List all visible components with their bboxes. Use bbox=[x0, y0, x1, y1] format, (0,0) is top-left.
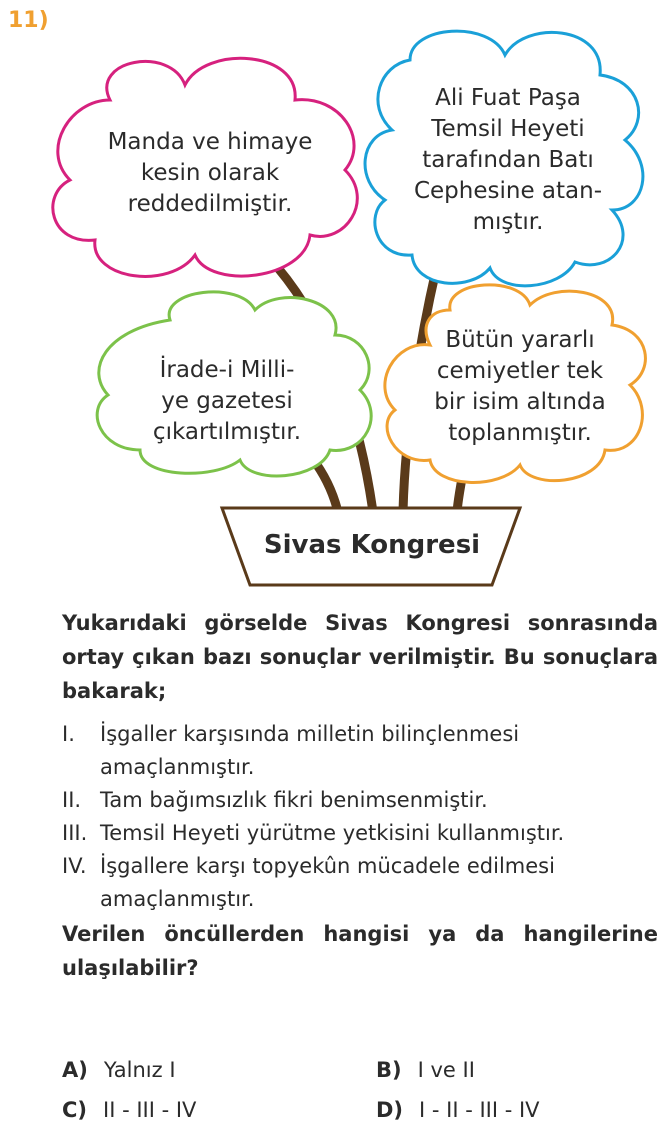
option-letter: B) bbox=[376, 1058, 402, 1082]
option-b[interactable] bbox=[376, 1058, 475, 1082]
premise-text: Tam bağımsızlık fikri benimsenmiştir. bbox=[100, 788, 488, 812]
cloud-text-ali-fuat: Ali Fuat Paşa Temsil Heyeti tarafından Batı Cephesine atan- mıştır. bbox=[413, 85, 603, 235]
option-letter: A) bbox=[62, 1058, 88, 1082]
cloud-text-irade-i-milliye: İrade-i Milli- ye gazetesi çıkartılmıştır. bbox=[152, 357, 302, 445]
premise-text: Temsil Heyeti yürütme yetkisini kullanmıştır. bbox=[100, 821, 565, 845]
question-number: 11) bbox=[8, 8, 49, 33]
premise-item bbox=[62, 718, 658, 784]
option-d[interactable] bbox=[376, 1098, 540, 1122]
option-text: II - III - IV bbox=[103, 1098, 197, 1122]
option-c[interactable] bbox=[62, 1098, 196, 1122]
question-prompt: Verilen öncüllerden hangisi ya da hangilerine ulaşılabilir? bbox=[62, 922, 658, 980]
premise-item bbox=[62, 817, 658, 850]
premise-number: I. bbox=[62, 722, 75, 746]
cloud-text-mandate: Manda ve himaye kesin olarak reddedilmiştir. bbox=[107, 129, 313, 217]
premise-text: İşgaller karşısında milletin bilinçlenmesi amaçlanmıştır. bbox=[100, 722, 520, 779]
premise-number: II. bbox=[62, 788, 82, 812]
option-text: I - II - III - IV bbox=[419, 1098, 540, 1122]
premise-number: IV. bbox=[62, 854, 87, 878]
premise-list bbox=[62, 718, 658, 916]
pot-label: Sivas Kongresi bbox=[263, 530, 481, 560]
cloud-text-cemiyetler: Bütün yararlı cemiyetler tek bir isim altında toplanmıştır. bbox=[434, 327, 606, 446]
question-stem: Yukarıdaki görselde Sivas Kongresi sonrasında ortay çıkan bazı sonuçlar verilmiştir. Bu sonuçlara bakarak; bbox=[62, 611, 658, 703]
option-text: I ve II bbox=[417, 1058, 475, 1082]
premise-text: İşgallere karşı topyekûn mücadele edilmesi amaçlanmıştır. bbox=[100, 854, 555, 911]
option-text: Yalnız I bbox=[103, 1058, 176, 1082]
premise-item bbox=[62, 850, 658, 916]
premise-item bbox=[62, 784, 658, 817]
option-letter: D) bbox=[376, 1098, 404, 1122]
option-a[interactable] bbox=[62, 1058, 176, 1082]
option-letter: C) bbox=[62, 1098, 88, 1122]
premise-number: III. bbox=[62, 821, 88, 845]
